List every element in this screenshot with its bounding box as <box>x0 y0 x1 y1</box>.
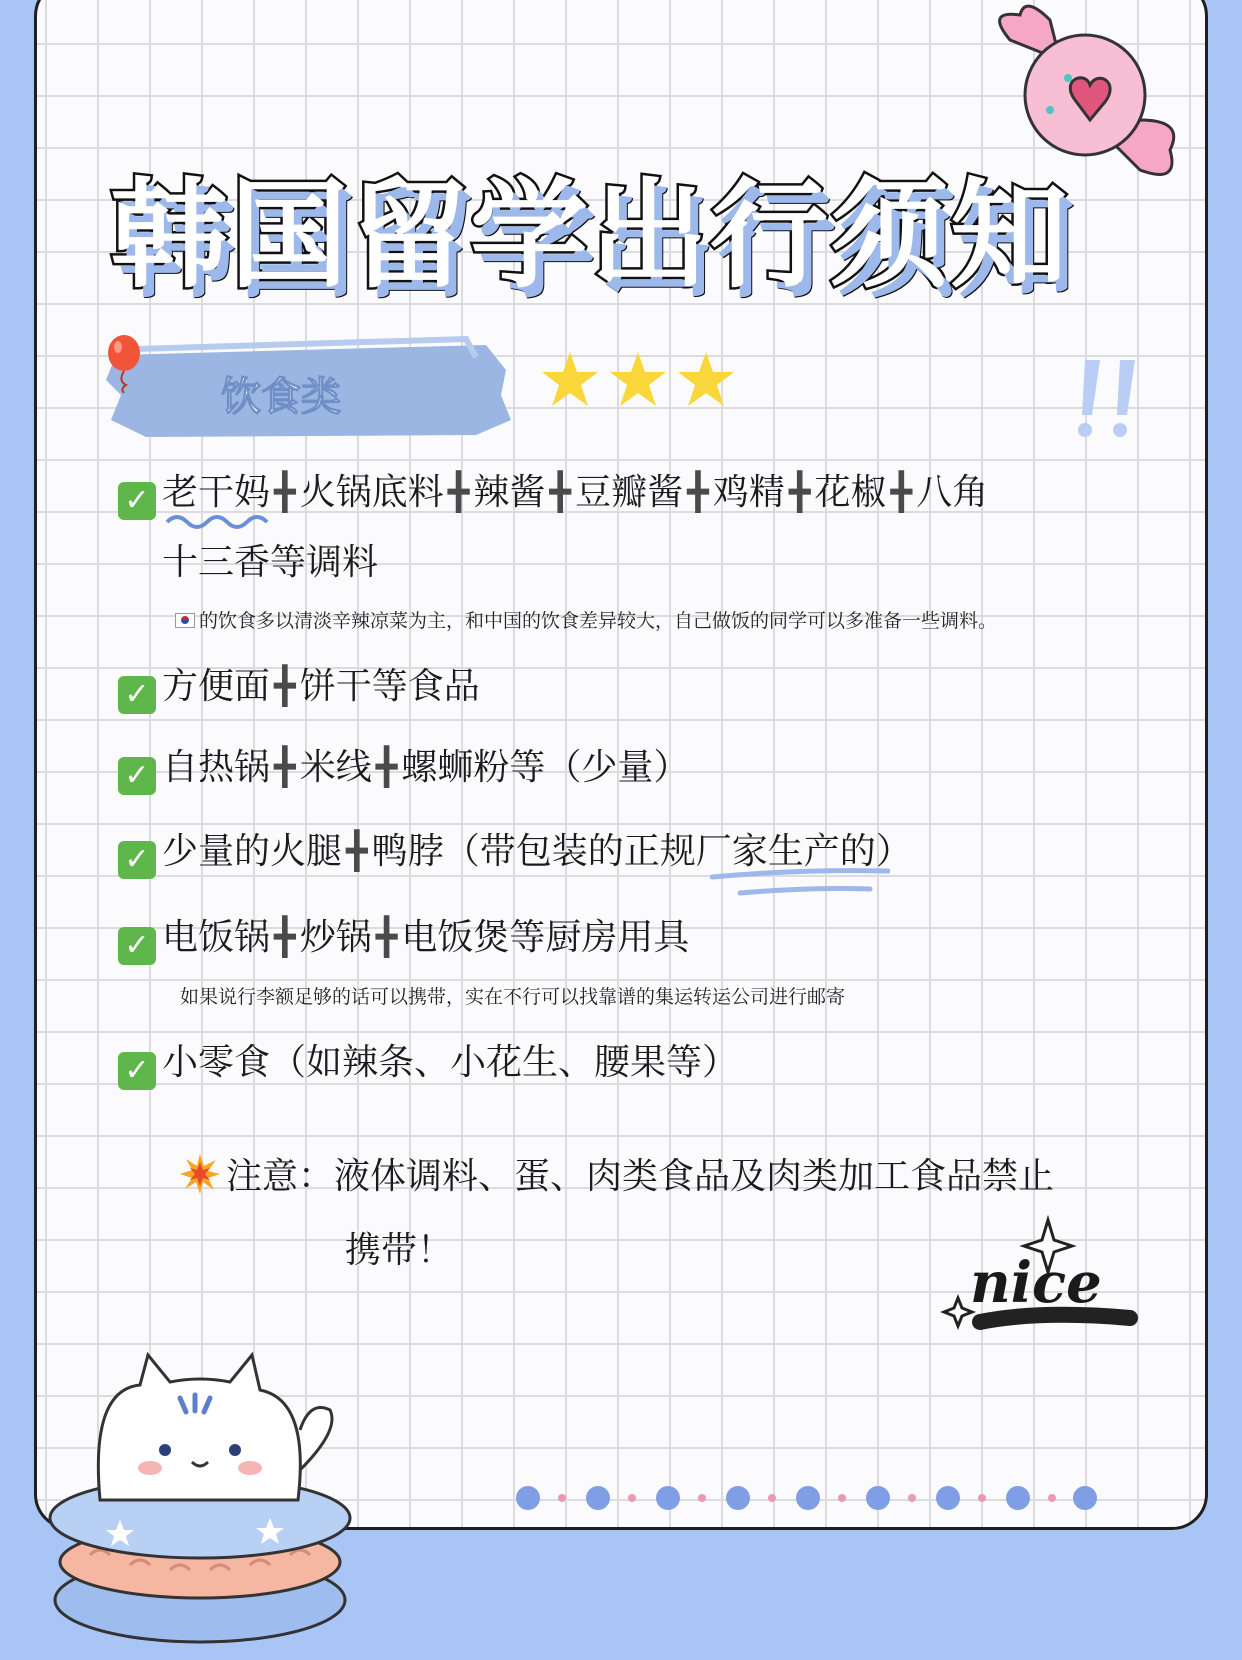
check-icon: ✓ <box>118 676 156 714</box>
star-icon <box>542 352 598 406</box>
section-tag <box>106 335 526 445</box>
section-label: 饮食类 <box>221 374 341 420</box>
page-title: 韩国留学出行须知 <box>110 166 1071 304</box>
list-item: ✓ 少量的火腿 ╋ 鸭脖（带包装的正规厂家生产的） <box>118 817 912 887</box>
double-exclamation-icon <box>1070 355 1150 445</box>
warning-note: 注意：液体调料、蛋、肉类食品及肉类加工食品禁止 携带！ <box>180 1140 1100 1288</box>
note-luggage: 如果说行李额足够的话可以携带，实在不行可以找靠谱的集运转运公司进行邮寄 <box>180 986 846 1008</box>
check-icon: ✓ <box>118 482 156 520</box>
cat-macaron-illustration <box>30 1350 370 1650</box>
list-item: ✓ 方便面 ╋ 饼干等食品 <box>118 652 480 722</box>
check-icon: ✓ <box>118 927 156 965</box>
rating-stars <box>540 350 740 410</box>
list-item: ✓ 电饭锅 ╋ 炒锅 ╋ 电饭煲等厨房用具 <box>118 903 689 973</box>
list-item: ✓ 小零食（如辣条、小花生、腰果等） <box>118 1028 738 1098</box>
check-icon: ✓ <box>118 757 156 795</box>
explosion-icon <box>180 1154 220 1194</box>
check-icon: ✓ <box>118 841 156 879</box>
list-item: ✓ 老干妈 ╋ 火锅底料 ╋ 辣酱 ╋ 豆瓣酱 ╋ 鸡精 ╋ 花椒 ╋ 八角 <box>118 458 988 528</box>
underline-stroke <box>710 865 890 899</box>
svg-text:nice: nice <box>970 1250 1102 1316</box>
note-korea-food: 的饮食多以清淡辛辣凉菜为主，和中国的饮食差异较大，自己做饭的同学可以多准备一些调料。 <box>175 606 997 633</box>
list-item: ✓ 自热锅 ╋ 米线 ╋ 螺蛳粉等（少量） <box>118 733 689 803</box>
decorative-dots <box>510 1478 1100 1518</box>
check-icon: ✓ <box>118 1052 156 1090</box>
list-item-continuation: 十三香等调料 <box>162 542 379 583</box>
nice-sticker <box>940 1210 1140 1340</box>
star-icon <box>610 352 666 406</box>
korea-flag-icon <box>175 613 195 628</box>
star-icon <box>678 352 734 406</box>
balloon-icon <box>106 335 142 393</box>
